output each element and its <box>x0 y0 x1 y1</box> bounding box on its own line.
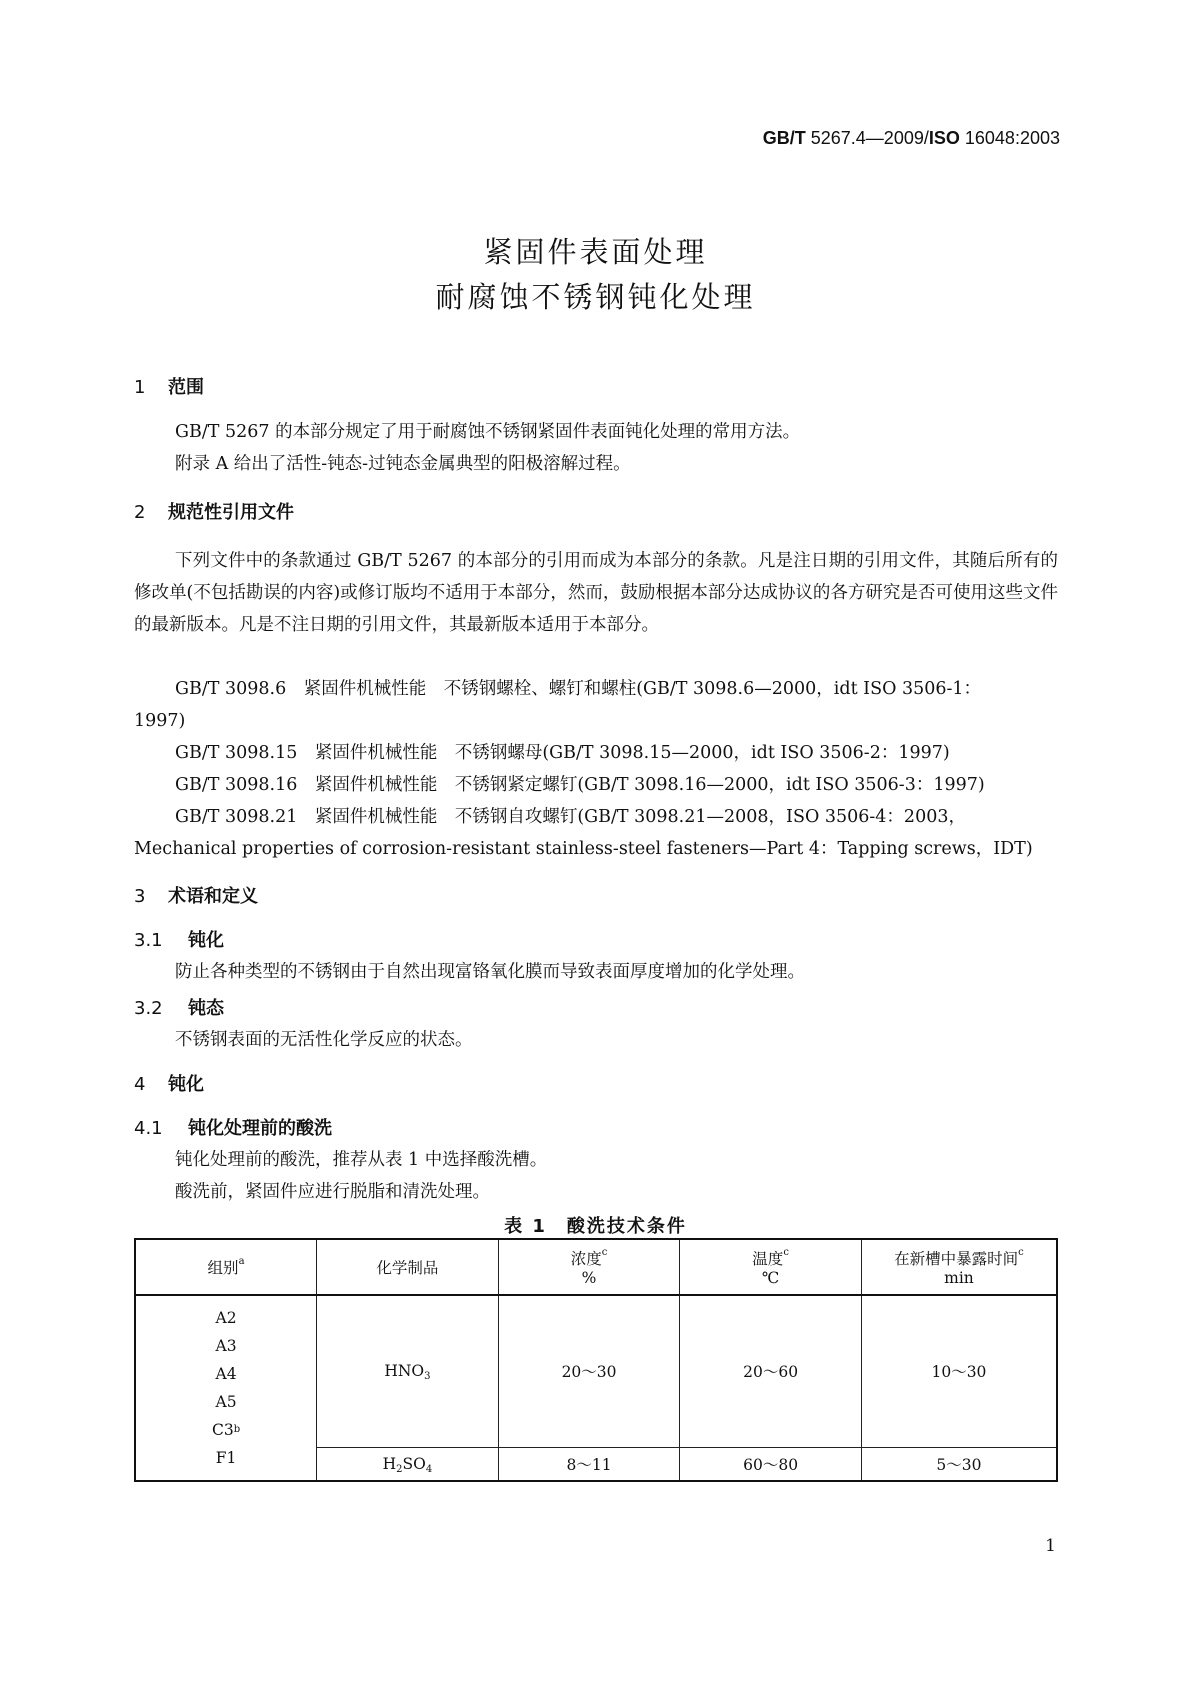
definition-3-2-number: 3.2 <box>134 998 163 1019</box>
definition-3-1-heading <box>134 926 224 952</box>
title-line-1: 紧固件表面处理 <box>483 235 708 269</box>
section-4-number: 4 <box>134 1074 146 1095</box>
section-2-number: 2 <box>134 502 146 523</box>
time-h2so4: 5～30 <box>861 1447 1057 1481</box>
conc-hno3: 20～30 <box>498 1295 680 1447</box>
section-4-para-2: 酸洗前，紧固件应进行脱脂和清洗处理。 <box>175 1182 490 1202</box>
section-3-number: 3 <box>134 886 146 907</box>
group-item: C3$^b$ <box>211 1421 241 1439</box>
temp-h2so4: 60～80 <box>680 1447 862 1481</box>
chemical-hno3: HNO3 <box>317 1295 499 1447</box>
title-line-2: 耐腐蚀不锈钢钝化处理 <box>435 280 756 314</box>
definition-3-2-title: 钝态 <box>188 998 224 1019</box>
section-4-heading <box>134 1070 204 1096</box>
group-item: F1 <box>215 1449 237 1467</box>
header-group: 组别$^a$ <box>135 1239 317 1295</box>
section-1-para-2: 附录 A 给出了活性-钝态-过钝态金属典型的阳极溶解过程。 <box>175 454 631 474</box>
section-1-number: 1 <box>134 377 146 398</box>
subsection-4-1-heading <box>134 1114 332 1140</box>
reference-1-cont: 1997) <box>134 711 186 731</box>
std-num: 5267.4—2009/ <box>810 128 929 148</box>
definition-3-1-number: 3.1 <box>134 930 163 951</box>
standard-number <box>763 128 1060 149</box>
section-1-title: 范围 <box>168 377 204 398</box>
section-1-heading <box>134 373 204 399</box>
table-caption: 表 1 酸洗技术条件 <box>504 1216 687 1237</box>
header-exposure-time: 在新槽中暴露时间$^c$ min <box>861 1239 1057 1295</box>
section-3-heading <box>134 882 258 908</box>
header-concentration: 浓度$^c$ % <box>498 1239 680 1295</box>
definition-3-2-text: 不锈钢表面的无活性化学反应的状态。 <box>175 1030 473 1050</box>
group-item: A2 <box>215 1309 237 1327</box>
table-header-row <box>135 1239 1057 1295</box>
reference-4-cont: Mechanical properties of corrosion-resistant stainless-steel fasteners—Part 4：Tapping screws，IDT) <box>134 839 1033 859</box>
reference-3: GB/T 3098.16 紧固件机械性能 不锈钢紧定螺钉(GB/T 3098.16—2000，idt ISO 3506-3：1997) <box>175 775 985 795</box>
reference-2: GB/T 3098.15 紧固件机械性能 不锈钢螺母(GB/T 3098.15—2000，idt ISO 3506-2：1997) <box>175 743 950 763</box>
definition-3-1-title: 钝化 <box>188 930 224 951</box>
reference-4: GB/T 3098.21 紧固件机械性能 不锈钢自攻螺钉(GB/T 3098.21—2008，ISO 3506-4：2003， <box>175 807 966 827</box>
std-prefix: GB/T <box>762 128 806 148</box>
iso-num: 16048:2003 <box>964 128 1060 148</box>
subsection-4-1-title: 钝化处理前的酸洗 <box>188 1118 332 1139</box>
group-item: A3 <box>215 1337 237 1355</box>
section-1-para-1: GB/T 5267 的本部分规定了用于耐腐蚀不锈钢紧固件表面钝化处理的常用方法。 <box>175 422 801 442</box>
page-number: 1 <box>1045 1536 1056 1556</box>
time-hno3: 10～30 <box>861 1295 1057 1447</box>
iso-prefix: ISO <box>928 128 960 148</box>
section-4-title: 钝化 <box>168 1074 204 1095</box>
conc-h2so4: 8～11 <box>498 1447 680 1481</box>
header-chemical: 化学制品 <box>317 1239 499 1295</box>
pickling-conditions-table <box>134 1238 1058 1482</box>
group-item: A5 <box>215 1393 237 1411</box>
section-2-intro: 下列文件中的条款通过 GB/T 5267 的本部分的引用而成为本部分的条款。凡是注日期的引用文件，其随后所有的修改单(不包括勘误的内容)或修订版均不适用于本部分，然而，鼓励根据本部分达成协议的各方研究是否可使用这些文件的最新版本。凡是不注日期的引用文件，其最新版本适用于本部分。 <box>134 551 1058 635</box>
chemical-h2so4: H2SO4 <box>317 1447 499 1481</box>
reference-1: GB/T 3098.6 紧固件机械性能 不锈钢螺栓、螺钉和螺柱(GB/T 3098.6—2000，idt ISO 3506-1： <box>175 679 982 699</box>
definition-3-2-heading <box>134 994 224 1020</box>
table-row-hno3 <box>135 1295 1057 1447</box>
temp-hno3: 20～60 <box>680 1295 862 1447</box>
subsection-4-1-number: 4.1 <box>134 1118 163 1139</box>
section-2-heading <box>134 498 294 524</box>
group-item: A4 <box>215 1365 237 1383</box>
section-4-para-1: 钝化处理前的酸洗，推荐从表 1 中选择酸洗槽。 <box>175 1150 548 1170</box>
group-list-cell <box>135 1295 317 1481</box>
definition-3-1-text: 防止各种类型的不锈钢由于自然出现富铬氧化膜而导致表面厚度增加的化学处理。 <box>175 962 805 982</box>
section-2-title: 规范性引用文件 <box>168 502 294 523</box>
header-temperature: 温度$^c$ ℃ <box>680 1239 862 1295</box>
section-3-title: 术语和定义 <box>168 886 258 907</box>
